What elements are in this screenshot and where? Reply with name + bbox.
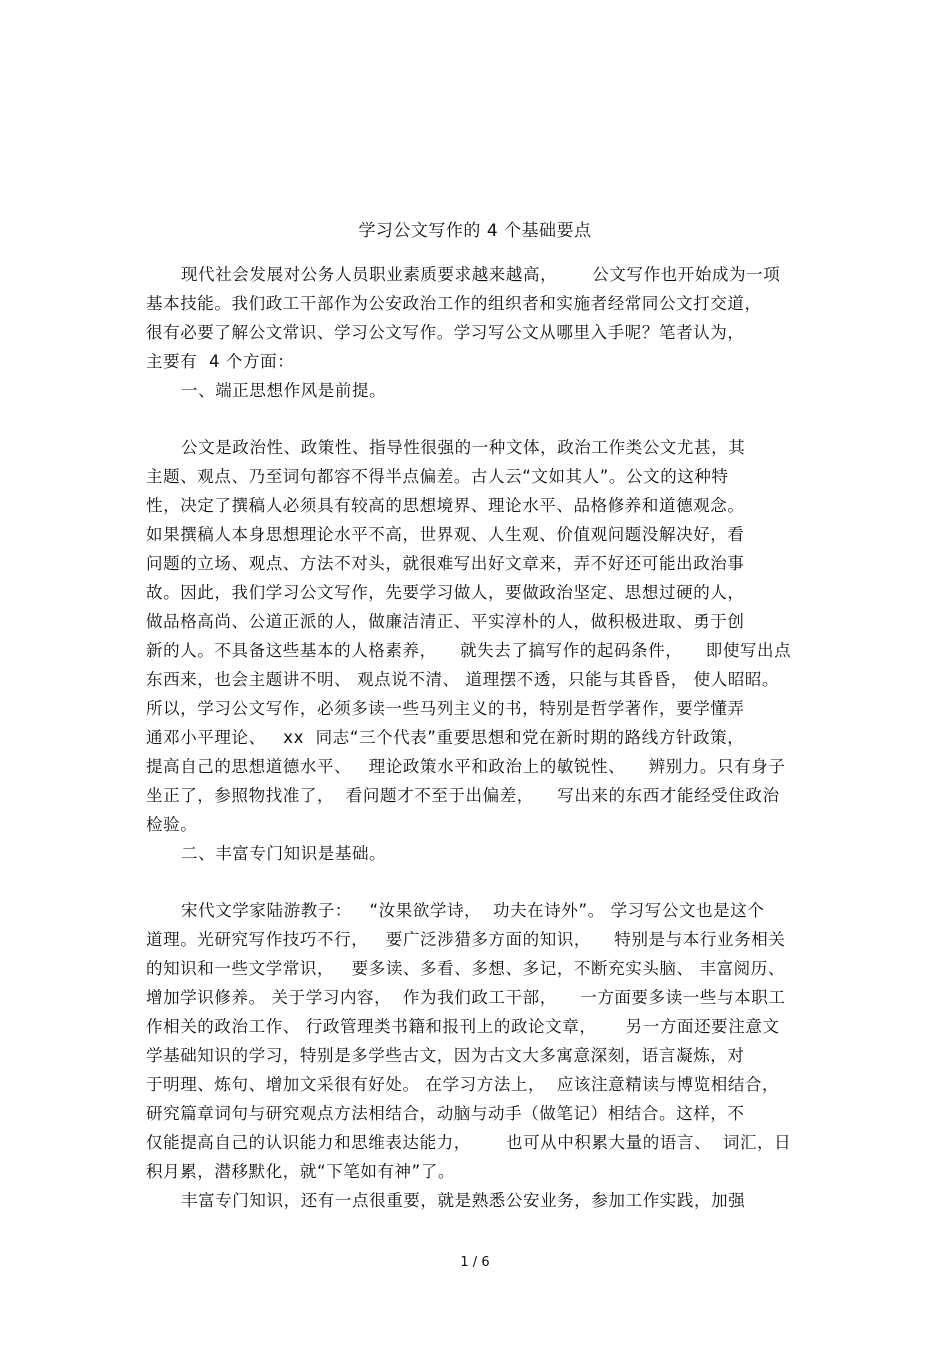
text-line: 坐正了，参照物找准了， 看问题才不至于出偏差， 写出来的东西才能经受住政治 — [146, 786, 780, 805]
text-line: 研究篇章词句与研究观点方法相结合，动脑与动手（做笔记）相结合。这样，不 — [146, 1104, 745, 1123]
text-line: 丰富专门知识，还有一点很重要，就是熟悉公安业务，参加工作实践，加强 — [181, 1191, 746, 1210]
text-line: 宋代文学家陆游教子： “汝果欲学诗， 功夫在诗外”。 学习写公文也是这个 — [181, 901, 765, 920]
text-line: 性，决定了撰稿人必须具有较高的思想境界、理论水平、品格修养和道德观念。 — [146, 496, 745, 515]
page-title: 学习公文写作的 4 个基础要点 — [358, 221, 592, 241]
text-line: 积月累，潜移默化，就“下笔如有神”了。 — [146, 1162, 455, 1181]
text-line: 公文是政治性、政策性、指导性很强的一种文体，政治工作类公文尤甚，其 — [181, 438, 746, 457]
text-line: 现代社会发展对公务人员职业素质要求越来越高， 公文写作也开始成为一项 — [181, 265, 781, 284]
text-line: 如果撰稿人本身思想理论水平不高，世界观、人生观、价值观问题没解决好，看 — [146, 525, 745, 544]
text-line: 通邓小平理论、 xx 同志“三个代表”重要思想和党在新时期的路线方针政策， — [146, 728, 745, 747]
text-line: 道理。光研究写作技巧不行， 要广泛涉猎多方面的知识， 特别是与本行业务相关 — [146, 930, 786, 949]
text-line: 增加学识修养。 关于学习内容， 作为我们政工干部， 一方面要多读一些与本职工 — [146, 988, 786, 1007]
text-line: 主题、观点、乃至词句都容不得半点偏差。古人云“文如其人”。公文的这种特 — [146, 467, 729, 486]
text-line: 于明理、炼句、增加文采很有好处。 在学习方法上， 应该注意精读与博览相结合， — [146, 1075, 780, 1094]
section-heading: 一、端正思想作风是前提。 — [181, 381, 387, 400]
text-line: 提高自己的思想道德水平、 理论政策水平和政治上的敏锐性、 辨别力。只有身子 — [146, 757, 786, 776]
text-line: 的知识和一些文学常识， 要多读、多看、多想、多记，不断充实头脑、 丰富阅历、 — [146, 959, 785, 978]
page-number: 1 / 6 — [460, 1255, 490, 1270]
text-line: 所以，学习公文写作，必须多读一些马列主义的书，特别是哲学著作，要学懂弄 — [146, 699, 745, 718]
text-line: 仅能提高自己的认识能力和思维表达能力， 也可从中积累大量的语言、 词汇，日 — [146, 1133, 792, 1152]
text-line: 很有必要了解公文常识、学习公文写作。学习写公文从哪里入手呢？笔者认为， — [146, 323, 745, 342]
text-line: 问题的立场、观点、方法不对头，就很难写出好文章来，弄不好还可能出政治事 — [146, 554, 745, 573]
text-line: 主要有 4 个方面： — [146, 352, 295, 371]
text-line: 作相关的政治工作、 行政管理类书籍和报刊上的政论文章， 另一方面还要注意文 — [146, 1017, 780, 1036]
text-line: 检验。 — [146, 815, 198, 834]
text-line: 基本技能。我们政工干部作为公安政治工作的组织者和实施者经常同公文打交道， — [146, 294, 762, 313]
text-line: 故。因此，我们学习公文写作，先要学习做人，要做政治坚定、思想过硬的人， — [146, 583, 745, 602]
text-line: 东西来，也会主题讲不明、 观点说不清、 道理摆不透，只能与其昏昏， 使人昭昭。 — [146, 670, 780, 689]
text-line: 做品格高尚、公道正派的人，做廉洁清正、平实淳朴的人，做积极进取、勇于创 — [146, 612, 745, 631]
text-line: 学基础知识的学习，特别是多学些古文，因为古文大多寓意深刻，语言凝炼，对 — [146, 1046, 745, 1065]
text-line: 新的人。不具备这些基本的人格素养， 就失去了搞写作的起码条件， 即使写出点 — [146, 641, 792, 660]
section-heading: 二、丰富专门知识是基础。 — [181, 844, 387, 863]
